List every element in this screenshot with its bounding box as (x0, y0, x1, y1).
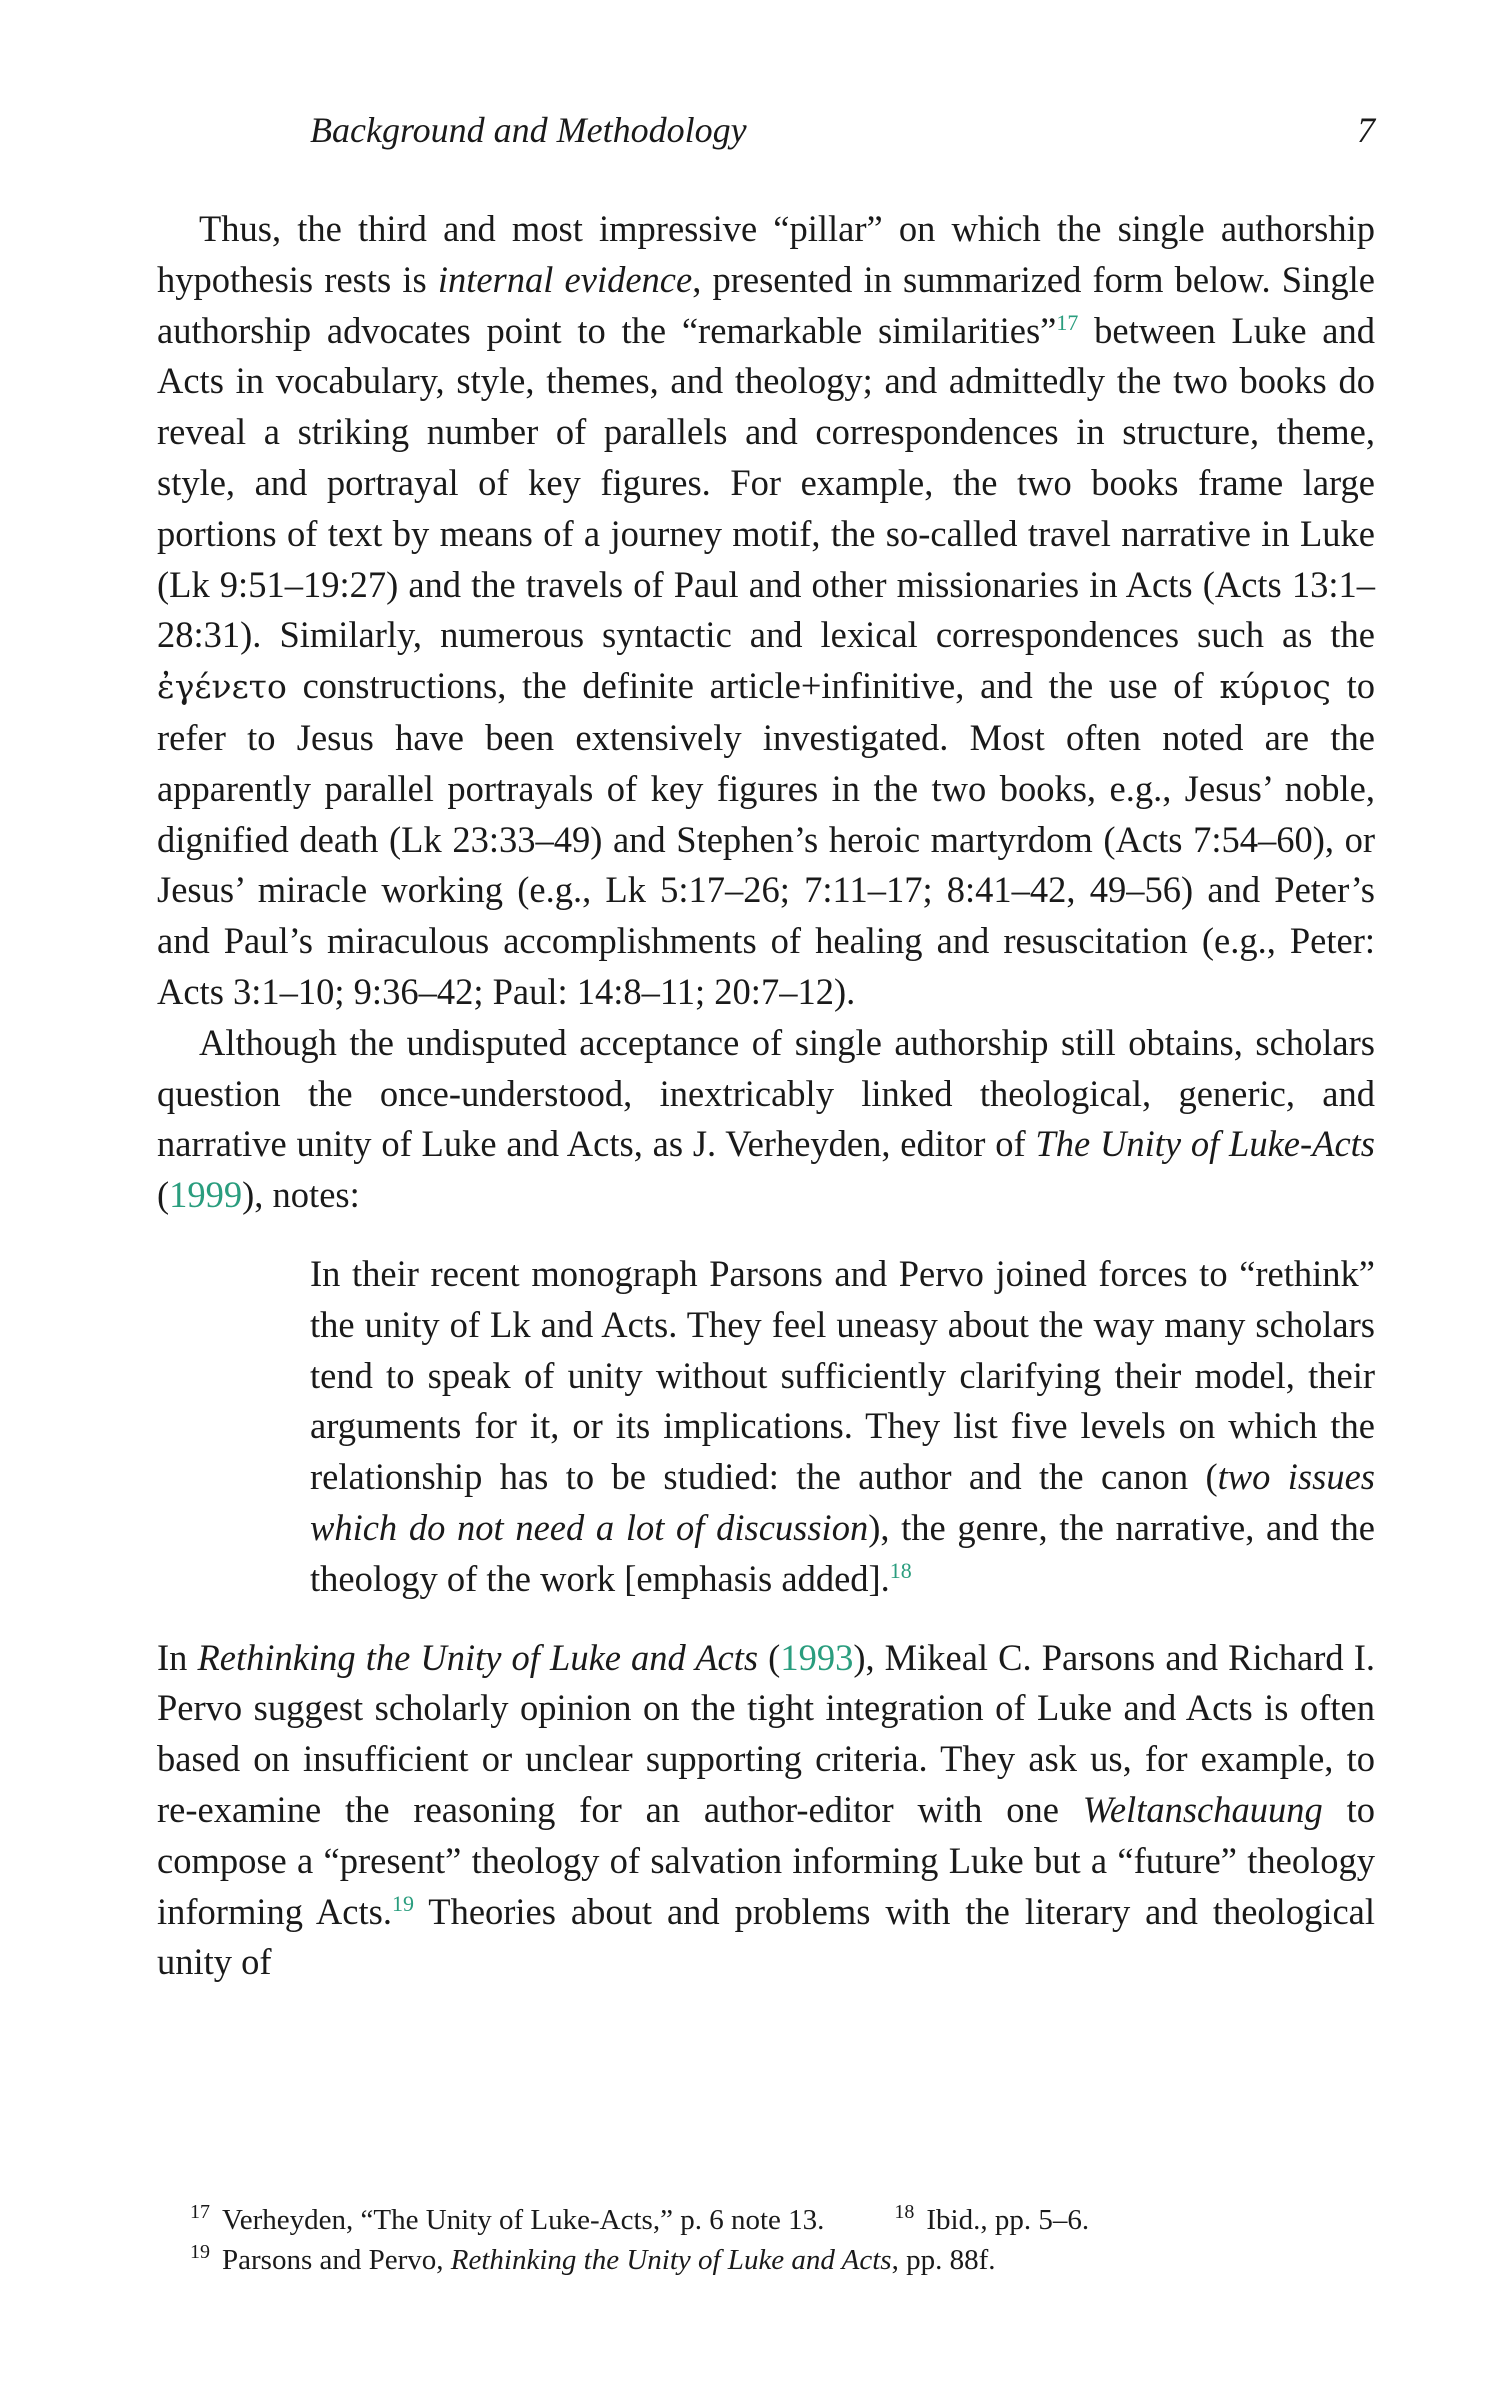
running-head (310, 104, 1375, 156)
paragraph-verheyden: Although the undisputed acceptance of single authorship still obtains, scholars question the once-understood, inextricably linked theological, generic, and narrative unity of Luke and Acts, as J. Verheyden, editor of The Unity of Luke-Acts (1999), notes: (157, 1021, 1375, 1216)
footnote-ref-19[interactable]: 19 (391, 1890, 414, 1916)
block-quote: In their recent monograph Parsons and Pervo joined forces to “rethink” the unity of Lk and Acts. They feel uneasy about the way many scholars tend to speak of unity without sufficiently clarifying their model, their arguments for it, or its implications. They list five levels on which the relationship has to be studied: the author and the canon (two issues which do not need a lot of discussion), the genre, the narrative, and the theology of the work [emphasis added].$^{18}$ (310, 1252, 1375, 1599)
footnote-18: $^{18}$ Ibid., pp. 5–6. (894, 2201, 1090, 2236)
footnote-row (190, 2240, 1340, 2280)
footnote-row (190, 2200, 1340, 2240)
running-title: Background and Methodology (310, 110, 747, 150)
footnote-ref-18[interactable]: 18 (889, 1557, 912, 1583)
greek-egeneto: ἐγένετο (157, 667, 287, 707)
main-text (157, 204, 1375, 1988)
citation-link-1999[interactable]: 1999 (169, 1174, 243, 1216)
paragraph-rethinking: In Rethinking the Unity of Luke and Acts (1993), Mikeal C. Parsons and Richard I. Pervo suggest scholarly opinion on the tight integration of Luke and Acts is often based on insufficient or unclear supporting criteria. They ask us, for example, to re-examine the reasoning for an author-editor with one Weltanschauung to compose a “present” theology of salvation informing Luke but a “future” theology informing Acts.$^{19}$ Theories about and problems with the literary and theological unity of (157, 1636, 1376, 1983)
paragraph-internal-evidence: Thus, the third and most impressive “pillar” on which the single authorship hypothesis rests is internal evidence, presented in summarized form below. Single authorship advocates point to the “remarkable similarities”$^{17}$ between Luke and Acts in vocabulary, style, themes, and theology; and admittedly the two books do reveal a striking number of parallels and correspondences in structure, theme, style, and portrayal of key figures. For example, the two books frame large portions of text by means of a journey motif, the so-called travel narrative in Luke (Lk 9:51–19:27) and the travels of Paul and other missionaries in Acts (Acts 13:1–28:31). Similarly, numerous syntactic and lexical correspondences such as the ἐγένετο constructions, the definite article+infinitive, and the use of κύριος to refer to Jesus have been extensively investigated. Most often noted are the apparently parallel portrayals of key figures in the two books, e.g., Jesus’ noble, dignified death (Lk 23:33–49) and Stephen’s heroic martyrdom (Acts 7:54–60), or Jesus’ miracle working (e.g., Lk 5:17–26; 7:11–17; 8:41–42, 49–56) and Peter’s and Paul’s miraculous accomplishments of healing and resuscitation (e.g., Peter: Acts 3:1–10; 9:36–42; Paul: 14:8–11; 20:7–12). (157, 208, 1375, 1012)
footnote-19: $^{19}$ Parsons and Pervo, Rethinking the Unity of Luke and Acts, pp. 88f. (190, 2241, 996, 2276)
footnotes (190, 2200, 1340, 2280)
citation-link-1993[interactable]: 1993 (780, 1636, 854, 1678)
footnote-17: $^{17}$ Verheyden, “The Unity of Luke-Acts,” p. 6 note 13. (190, 2201, 825, 2236)
greek-kyrios: κύριος (1219, 667, 1331, 707)
page-number: 7 (1357, 110, 1375, 150)
footnote-ref-17[interactable]: 17 (1056, 309, 1079, 335)
